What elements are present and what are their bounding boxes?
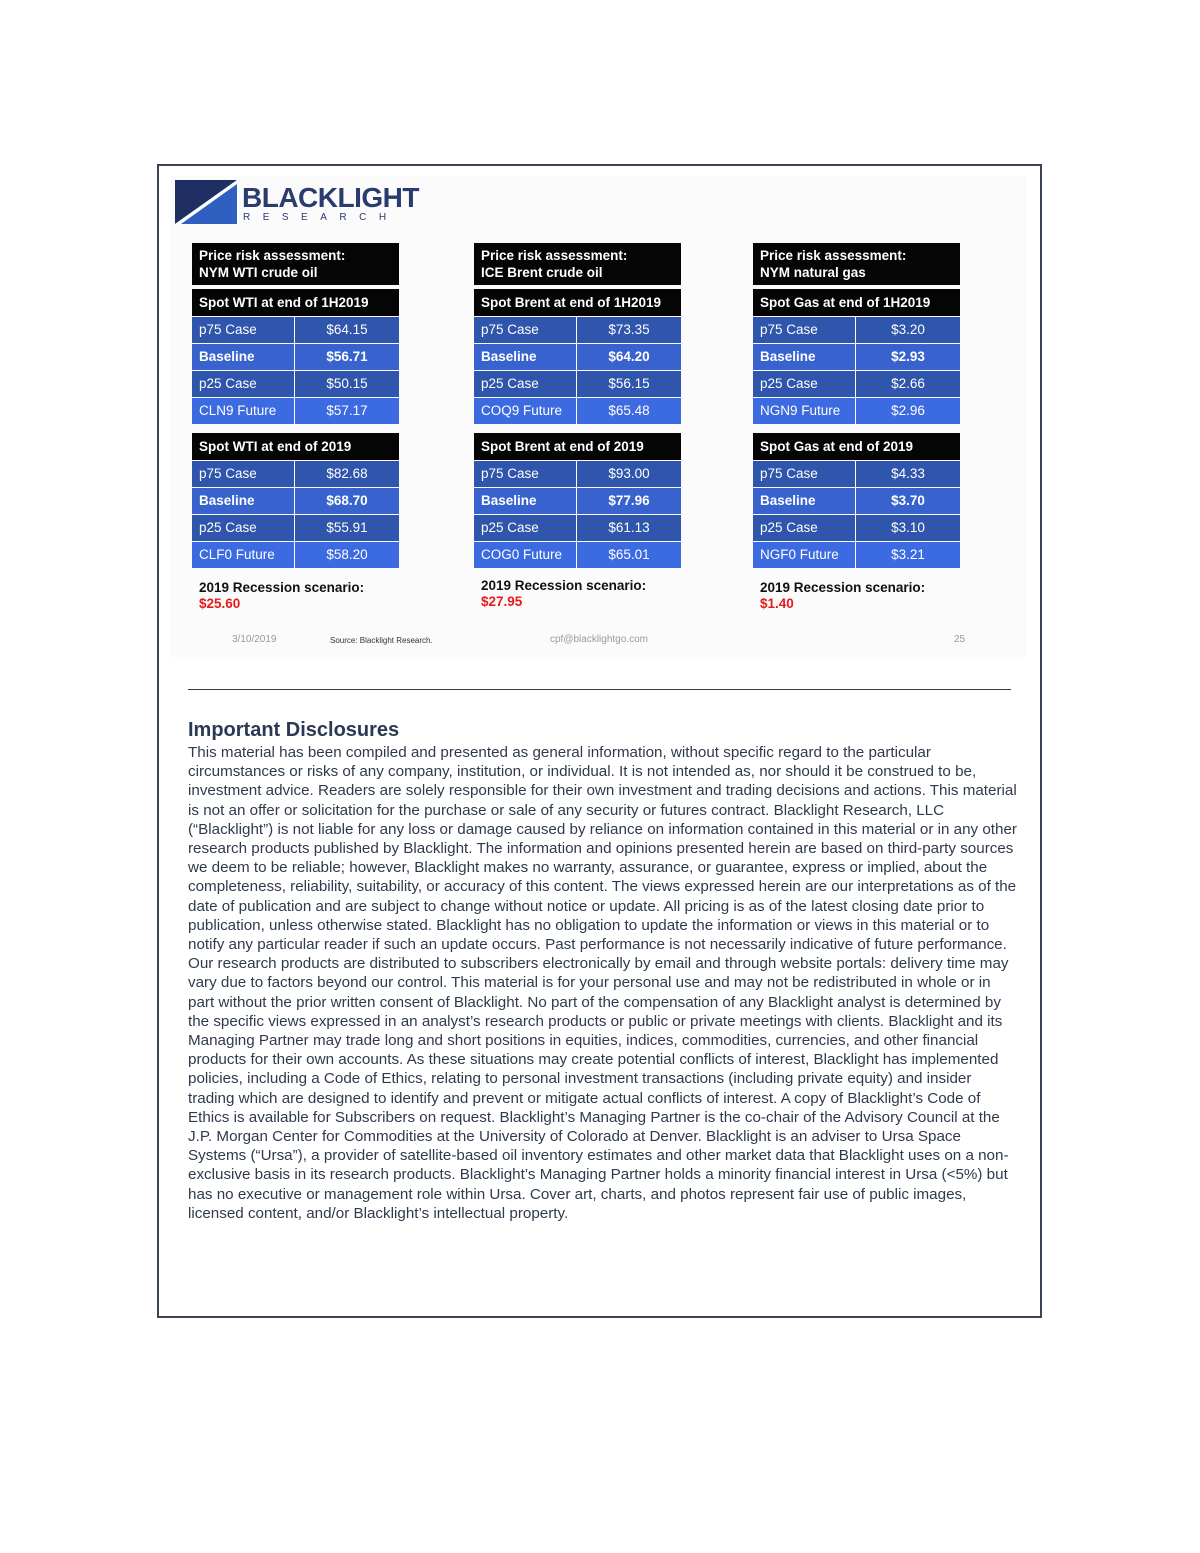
- row-label: p75 Case: [474, 461, 576, 487]
- slide-date: 3/10/2019: [232, 634, 277, 645]
- section-title: Spot Brent at end of 1H2019: [474, 289, 681, 316]
- row-value: $56.71: [295, 344, 399, 370]
- blacklight-logo: [175, 180, 419, 230]
- row-value: $73.35: [577, 317, 681, 343]
- section-title: Spot WTI at end of 2019: [192, 433, 399, 460]
- slide-page-number: 25: [954, 634, 966, 645]
- row-value: $2.66: [856, 371, 960, 397]
- recession-value: $1.40: [760, 596, 794, 611]
- table-row: [753, 488, 960, 514]
- row-value: $82.68: [295, 461, 399, 487]
- disclosures-body: This material has been compiled and presented as general information, without specific regard to the particular circumstances or risks of any company, institution, or individual. It is not intended as, nor should it be construed to be, investment advice. Readers are solely responsible for their own investment and trading decisions and actions. This material is not an offer or solicitation for the purchase or sale of any security or futures contract. Blacklight Research, LLC (“Blacklight”) is not liable for any loss or damage caused by reliance on information contained in this material or in any other research products published by Blacklight. The information and opinions presented herein are based on third-party sources we deem to be reliable; however, Blacklight makes no warranty, assurance, or guarantee, express or implied, about the completeness, reliability, suitability, or accuracy of this content. The views expressed herein are our interpretations as of the date of publication and are subject to change without notice or update. All pricing is as of the latest closing date prior to publication, unless otherwise stated. Blacklight has no obligation to update the information or views in this material or to notify any particular reader if such an update occurs. Past performance is not necessarily indicative of future performance. Our research products are distributed to subscribers electronically by email and through website portals: delivery time may vary due to factors beyond our control. This material is for your personal use and may not be redistributed in whole or in part without the prior written consent of Blacklight. No part of the compensation of any Blacklight analyst is determined by the specific views expressed in an analyst’s research products or public or private meetings with clients. Blacklight and its Managing Partner may trade long and short positions in equities, indices, commodities, currencies, and other financial products for their own accounts. As these situations may create potential conflicts of interest, Blacklight has implemented policies, including a Code of Ethics, relating to personal investment transactions (including private equity) and insider trading which are designed to identify and prevent or mitigate actual conflicts of interest. A copy of Blacklight’s Code of Ethics is available for Subscribers on request. Blacklight’s Managing Partner is the co-chair of the Advisory Council at the J.P. Morgan Center for Commodities at the University of Colorado at Denver. Blacklight is an adviser to Ursa Space Systems (“Ursa”), a provider of satellite-based oil inventory estimates and other market data that Blacklight uses on a non-exclusive basis in its research products. Blacklight’s Managing Partner holds a minority financial interest in Ursa (<5%) but has no executive or management role within Ursa. Cover art, charts, and photos represent fair use of public images, licensed content, and/or Blacklight’s intellectual property.: [188, 744, 1017, 1222]
- table-row: [192, 371, 399, 397]
- row-value: $64.15: [295, 317, 399, 343]
- row-label: COG0 Future: [474, 542, 576, 568]
- column-natural-gas: [753, 243, 960, 611]
- row-value: $68.70: [295, 488, 399, 514]
- table-row: [474, 344, 681, 370]
- row-label: COQ9 Future: [474, 398, 576, 424]
- header-line-2: ICE Brent crude oil: [481, 265, 603, 280]
- row-value: $58.20: [295, 542, 399, 568]
- table-row: [192, 461, 399, 487]
- table-row: [474, 398, 681, 424]
- row-value: $3.70: [856, 488, 960, 514]
- row-value: $2.93: [856, 344, 960, 370]
- table-row: [753, 344, 960, 370]
- row-value: $4.33: [856, 461, 960, 487]
- row-label: p75 Case: [753, 317, 855, 343]
- recession-scenario: [474, 578, 681, 609]
- table-row: [474, 542, 681, 568]
- row-label: p75 Case: [192, 461, 294, 487]
- recession-label: 2019 Recession scenario:: [760, 580, 926, 595]
- recession-scenario: [192, 580, 399, 611]
- table-row: [192, 344, 399, 370]
- section-title: Spot Brent at end of 2019: [474, 433, 681, 460]
- column-header: [192, 243, 399, 285]
- row-label: Baseline: [753, 488, 855, 514]
- row-label: CLF0 Future: [192, 542, 294, 568]
- header-line-1: Price risk assessment:: [760, 248, 907, 263]
- row-label: p75 Case: [753, 461, 855, 487]
- table-row: [474, 515, 681, 541]
- row-value: $57.17: [295, 398, 399, 424]
- table-row: [192, 398, 399, 424]
- table-row: [474, 461, 681, 487]
- disclosures-title: Important Disclosures: [188, 719, 400, 741]
- table-row: [753, 371, 960, 397]
- row-value: $64.20: [577, 344, 681, 370]
- table-row: [753, 398, 960, 424]
- row-label: p25 Case: [192, 515, 294, 541]
- slide-email: cpf@blacklightgo.com: [550, 634, 648, 645]
- table-row: [192, 317, 399, 343]
- row-value: $55.91: [295, 515, 399, 541]
- logo-wordmark: BLACKLIGHT: [242, 182, 419, 213]
- table-row: [474, 371, 681, 397]
- row-label: CLN9 Future: [192, 398, 294, 424]
- row-label: p25 Case: [753, 515, 855, 541]
- row-value: $65.01: [577, 542, 681, 568]
- table-row: [474, 317, 681, 343]
- slide-source: Source: Blacklight Research.: [330, 636, 433, 645]
- row-value: $3.10: [856, 515, 960, 541]
- row-value: $77.96: [577, 488, 681, 514]
- recession-value: $25.60: [199, 596, 241, 611]
- column-header: [474, 243, 681, 285]
- table-row: [753, 515, 960, 541]
- row-label: Baseline: [192, 344, 294, 370]
- recession-label: 2019 Recession scenario:: [199, 580, 365, 595]
- recession-scenario: [753, 580, 960, 611]
- row-label: p25 Case: [474, 515, 576, 541]
- row-label: p25 Case: [753, 371, 855, 397]
- row-value: $50.15: [295, 371, 399, 397]
- header-line-1: Price risk assessment:: [199, 248, 346, 263]
- row-label: p75 Case: [474, 317, 576, 343]
- recession-label: 2019 Recession scenario:: [481, 578, 647, 593]
- table-row: [753, 461, 960, 487]
- row-value: $61.13: [577, 515, 681, 541]
- table-row: [753, 542, 960, 568]
- section-title: Spot Gas at end of 1H2019: [753, 289, 960, 316]
- logo-mark-icon: [175, 180, 237, 224]
- column-brent: [474, 243, 681, 609]
- section-title: Spot WTI at end of 1H2019: [192, 289, 399, 316]
- row-value: $93.00: [577, 461, 681, 487]
- header-line-1: Price risk assessment:: [481, 248, 628, 263]
- table-row: [192, 542, 399, 568]
- recession-value: $27.95: [481, 594, 523, 609]
- row-label: Baseline: [192, 488, 294, 514]
- table-row: [192, 488, 399, 514]
- row-label: NGN9 Future: [753, 398, 855, 424]
- row-label: p25 Case: [474, 371, 576, 397]
- section-title: Spot Gas at end of 2019: [753, 433, 960, 460]
- table-row: [753, 317, 960, 343]
- row-label: Baseline: [474, 488, 576, 514]
- header-line-2: NYM WTI crude oil: [199, 265, 318, 280]
- row-label: p75 Case: [192, 317, 294, 343]
- row-label: NGF0 Future: [753, 542, 855, 568]
- table-row: [474, 488, 681, 514]
- logo-subtitle: RESEARCH: [243, 212, 399, 223]
- row-value: $3.20: [856, 317, 960, 343]
- column-header: [753, 243, 960, 285]
- row-label: p25 Case: [192, 371, 294, 397]
- row-label: Baseline: [474, 344, 576, 370]
- row-value: $3.21: [856, 542, 960, 568]
- divider: [188, 689, 1011, 690]
- row-value: $2.96: [856, 398, 960, 424]
- row-value: $65.48: [577, 398, 681, 424]
- row-label: Baseline: [753, 344, 855, 370]
- header-line-2: NYM natural gas: [760, 265, 866, 280]
- row-value: $56.15: [577, 371, 681, 397]
- table-row: [192, 515, 399, 541]
- column-wti: [192, 243, 399, 611]
